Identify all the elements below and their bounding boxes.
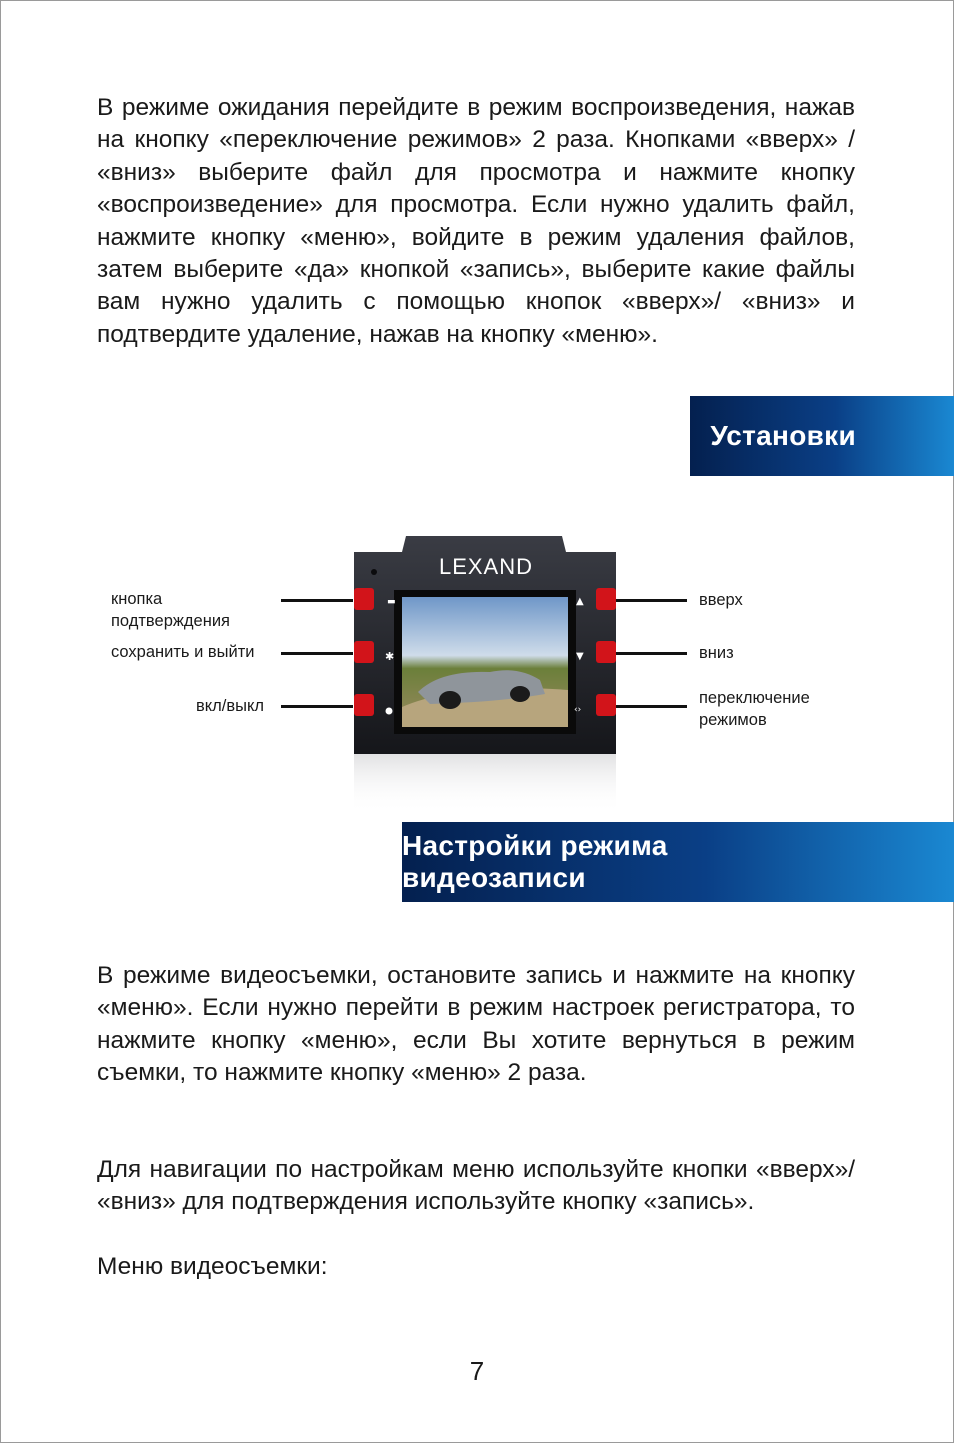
up-button[interactable] [596, 588, 616, 610]
label-mode: переключение режимов [699, 689, 810, 729]
save-exit-button[interactable] [354, 641, 374, 663]
video-settings-title: Настройки режима видеозаписи [402, 830, 668, 893]
video-settings-banner [402, 822, 954, 902]
video-paragraph-1: В режиме видеосъемки, остановите запись и нажмите на кнопку «меню». Если нужно перейти в режим настроек регистратора, то нажмите кнопку «меню», если Вы хотите вернуться в режим съемки, то нажмите кнопку «меню» 2 раза. [97, 962, 855, 1087]
label-up: вверх [699, 591, 743, 609]
camera-diagram [0, 520, 954, 820]
down-arrow-icon: ▼ [576, 651, 584, 662]
power-dot-icon [386, 708, 393, 715]
page-number: 7 [469, 1356, 485, 1386]
brand-logo: LEXAND [438, 554, 534, 579]
mode-button[interactable] [596, 694, 616, 716]
video-menu-heading: Меню видеосъемки: [97, 1253, 328, 1280]
mode-switch-icon: ‹› [574, 705, 582, 715]
label-save-exit: сохранить и выйти [111, 643, 255, 661]
settings-banner [690, 396, 954, 476]
label-power: вкл/выкл [196, 697, 265, 715]
settings-title: Установки [710, 420, 856, 451]
label-down: вниз [699, 644, 734, 662]
power-button[interactable] [354, 694, 374, 716]
down-button[interactable] [596, 641, 616, 663]
intro-paragraph: В режиме ожидания перейдите в режим воспроизведения, нажав на кнопку «переключение режимов» 2 раза. Кнопками «вверх» / «вниз» выберите файл для просмотра и нажмите кнопку «воспроизведение» для просмотра. Если нужно удалить файл, нажмите кнопку «меню», войдите в режим удаления файлов, затем выберите «да» кнопкой «запись», выберите какие файлы вам нужно удалить с помощью кнопок «вверх»/ «вниз» и подтвердите удаление, нажав на кнопку «меню». [97, 94, 855, 348]
lens-dot-icon [371, 569, 377, 575]
gear-icon: ✱ [385, 650, 395, 663]
video-paragraph-2: Для навигации по настройкам меню используйте кнопки «вверх»/ «вниз» для подтверждения используйте кнопку «запись». [97, 1156, 855, 1216]
menu-icon: ▬ [387, 597, 396, 607]
dashcam-image [340, 532, 630, 822]
label-confirm: кнопка подтверждения [111, 590, 230, 630]
up-arrow-icon: ▲ [576, 596, 584, 607]
confirm-button[interactable] [354, 588, 374, 610]
